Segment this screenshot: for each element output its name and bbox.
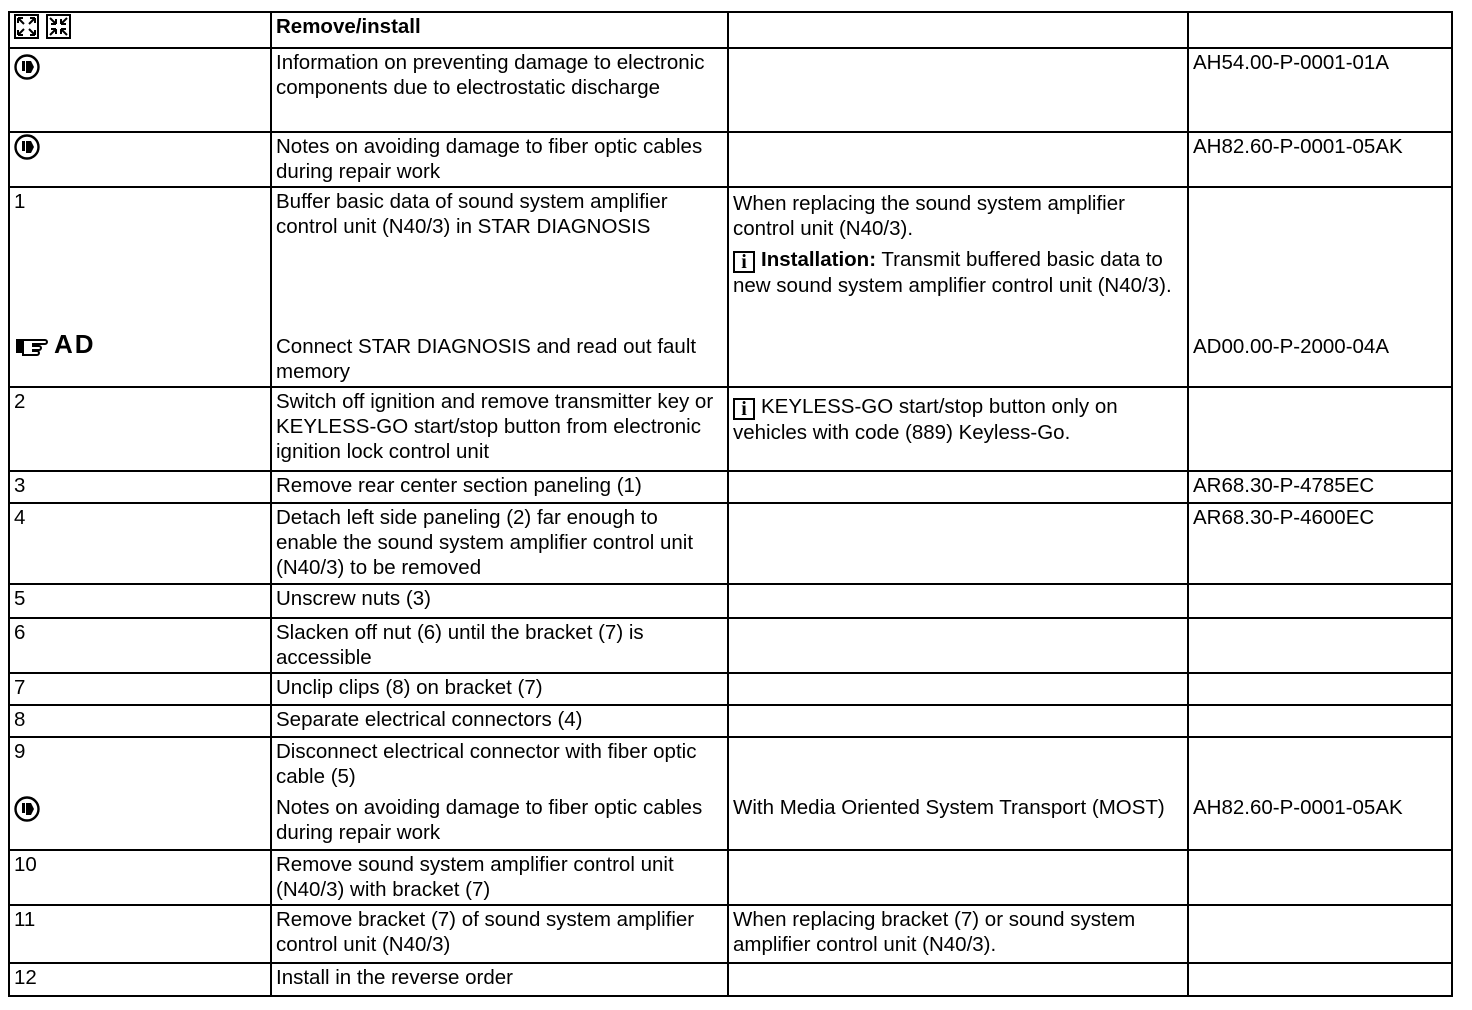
table-row — [9, 503, 1452, 584]
step-text: Unclip clips (8) on bracket (7) — [271, 673, 728, 705]
step-number: 4 — [9, 503, 271, 584]
installation-label: Installation: — [761, 248, 877, 271]
installation-note — [733, 247, 1182, 298]
header-icons-cell — [9, 12, 271, 48]
step-text: Switch off ignition and remove transmitter key or KEYLESS-GO start/stop button from electronic ignition lock control unit — [271, 387, 728, 471]
ad-reference — [14, 329, 96, 363]
step-ref-link[interactable]: AR68.30-P-4600EC — [1188, 503, 1452, 584]
caution-hand-icon — [14, 796, 40, 822]
step-text-cell — [271, 187, 728, 387]
table-row — [9, 618, 1452, 673]
step-cell — [9, 132, 271, 187]
keyless-note — [733, 394, 1182, 445]
table-row — [9, 737, 1452, 850]
step-ref-link[interactable] — [1188, 705, 1452, 737]
step-note — [728, 705, 1188, 737]
step-text: Remove bracket (7) of sound system amplifier control unit (N40/3) — [271, 905, 728, 963]
caution-hand-icon — [14, 134, 40, 160]
step-ref-link[interactable] — [1188, 850, 1452, 905]
step-number: 7 — [9, 673, 271, 705]
step-ref-cell — [1188, 187, 1452, 387]
step-ref-link[interactable]: AR68.30-P-4785EC — [1188, 471, 1452, 503]
step-text: Buffer basic data of sound system amplifier control unit (N40/3) in STAR DIAGNOSIS — [276, 190, 668, 238]
step-number: 10 — [9, 850, 271, 905]
step-ref-link[interactable] — [1188, 963, 1452, 996]
procedure-table — [8, 11, 1453, 997]
step-number: 1 — [14, 190, 26, 213]
step-number: 3 — [9, 471, 271, 503]
table-row — [9, 963, 1452, 996]
step-note-cell — [728, 737, 1188, 850]
step-text-cell — [271, 737, 728, 850]
step-ref-link[interactable]: AD00.00-P-2000-04A — [1193, 335, 1390, 358]
step-cell — [9, 187, 271, 387]
step-number: 11 — [9, 905, 271, 963]
step-text: Separate electrical connectors (4) — [271, 705, 728, 737]
step-text: Disconnect electrical connector with fiber optic cable (5) — [276, 740, 697, 788]
step-ref-link[interactable] — [1188, 905, 1452, 963]
step-number: 9 — [14, 740, 26, 763]
step-ref-link[interactable]: AH82.60-P-0001-05AK — [1188, 132, 1452, 187]
header-title — [271, 12, 728, 48]
table-row — [9, 132, 1452, 187]
header-ref-cell — [1188, 12, 1452, 48]
table-row — [9, 850, 1452, 905]
pointing-hand-icon — [14, 333, 50, 357]
step-ref-link[interactable]: AH54.00-P-0001-01A — [1188, 48, 1452, 132]
ad-step-text: Connect STAR DIAGNOSIS and read out fault memory — [276, 335, 697, 383]
table-row — [9, 584, 1452, 618]
step-cell — [9, 48, 271, 132]
step-number: 2 — [9, 387, 271, 471]
step-note — [728, 673, 1188, 705]
step-text: Remove rear center section paneling (1) — [271, 471, 728, 503]
table-row — [9, 673, 1452, 705]
step-note-cell — [728, 187, 1188, 387]
step-text: Install in the reverse order — [271, 963, 728, 996]
collapse-all-icon[interactable] — [46, 14, 71, 39]
step-note: KEYLESS-GO start/stop button only on vehicles with code (889) Keyless-Go. — [733, 395, 1118, 444]
step-note — [728, 584, 1188, 618]
info-icon: i — [733, 398, 755, 420]
table-header-row — [9, 12, 1452, 48]
step-ref-link[interactable] — [1188, 673, 1452, 705]
header-title-text: Remove/install — [276, 15, 421, 38]
step-text: Notes on avoiding damage to fiber optic cables during repair work — [271, 132, 728, 187]
fiber-notes-text: Notes on avoiding damage to fiber optic cables during repair work — [276, 796, 703, 844]
step-number: 6 — [9, 618, 271, 673]
table-row — [9, 705, 1452, 737]
caution-hand-icon — [14, 54, 40, 80]
step-note: With Media Oriented System Transport (MOST) — [733, 796, 1165, 819]
step-text: Slacken off nut (6) until the bracket (7) is accessible — [271, 618, 728, 673]
step-note — [728, 850, 1188, 905]
expand-all-icon[interactable] — [14, 14, 39, 39]
step-ref-link[interactable] — [1188, 618, 1452, 673]
step-ref-link[interactable]: AH82.60-P-0001-05AK — [1193, 796, 1403, 819]
installation-text: Transmit buffered basic data to new sound system amplifier control unit (N40/3). — [733, 248, 1172, 297]
table-row — [9, 905, 1452, 963]
step-number: 8 — [9, 705, 271, 737]
table-row — [9, 471, 1452, 503]
step-text: Unscrew nuts (3) — [271, 584, 728, 618]
step-number: 5 — [9, 584, 271, 618]
step-note — [728, 618, 1188, 673]
step-ref-cell — [1188, 737, 1452, 850]
step-text: Remove sound system amplifier control unit (N40/3) with bracket (7) — [271, 850, 728, 905]
step-note: When replacing the sound system amplifier control unit (N40/3). — [733, 192, 1125, 240]
step-text: Information on preventing damage to electronic components due to electrostatic discharge — [271, 48, 728, 132]
step-ref-link[interactable] — [1188, 584, 1452, 618]
step-text: Detach left side paneling (2) far enough to enable the sound system amplifier control unit (N40/3) to be removed — [271, 503, 728, 584]
step-note — [728, 963, 1188, 996]
info-icon: i — [733, 251, 755, 273]
step-ref-link[interactable] — [1188, 387, 1452, 471]
step-number: 12 — [9, 963, 271, 996]
table-row — [9, 48, 1452, 132]
step-note — [728, 471, 1188, 503]
step-note — [728, 48, 1188, 132]
step-note: When replacing bracket (7) or sound system amplifier control unit (N40/3). — [728, 905, 1188, 963]
step-note — [728, 132, 1188, 187]
step-note-cell — [728, 387, 1188, 471]
table-row — [9, 387, 1452, 471]
ad-label: AD — [54, 329, 96, 359]
table-row — [9, 187, 1452, 387]
header-note-cell — [728, 12, 1188, 48]
step-note — [728, 503, 1188, 584]
step-cell — [9, 737, 271, 850]
